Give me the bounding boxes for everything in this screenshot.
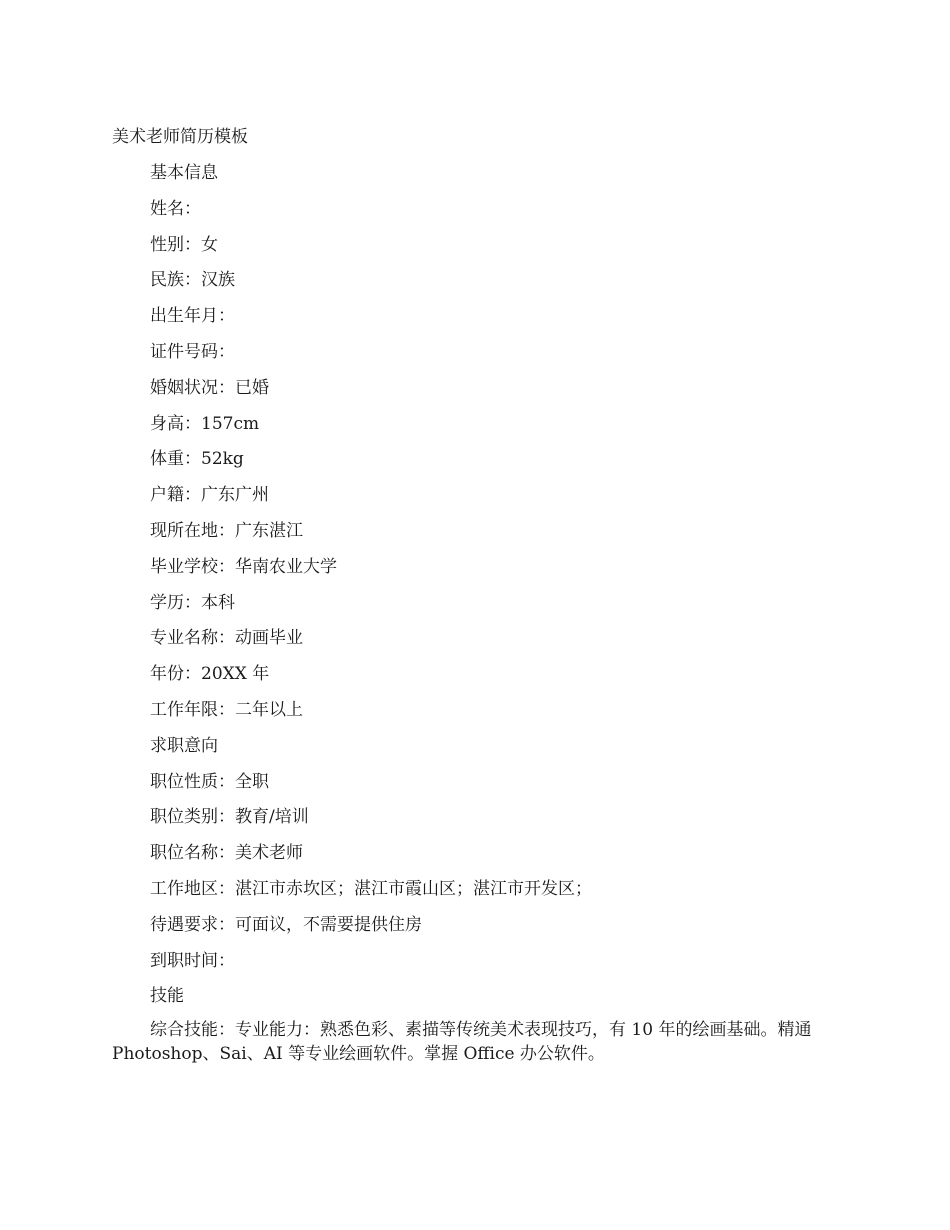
- field-school: 毕业学校：华南农业大学: [150, 556, 337, 577]
- field-year: 年份：20XX 年: [150, 664, 270, 685]
- field-major: 专业名称：动画毕业: [150, 628, 303, 649]
- field-work-years: 工作年限：二年以上: [150, 699, 303, 720]
- section-heading-basic-info: 基本信息: [150, 163, 218, 183]
- section-heading-skills: 技能: [150, 986, 184, 1007]
- field-current-location: 现所在地：广东湛江: [150, 520, 303, 541]
- field-ethnicity: 民族：汉族: [150, 270, 235, 291]
- field-weight: 体重：52kg: [150, 449, 244, 470]
- field-height: 身高：157cm: [150, 413, 260, 434]
- field-start-date: 到职时间：: [150, 950, 235, 971]
- field-job-title: 职位名称：美术老师: [150, 843, 303, 864]
- field-name: 姓名：: [150, 198, 201, 219]
- skills-paragraph: 综合技能：专业能力：熟悉色彩、素描等传统美术表现技巧，有 10 年的绘画基础。精通 Photoshop、Sai、AI 等专业绘画软件。掌握 Office 办公软件。: [112, 1020, 812, 1064]
- field-salary-requirement: 待遇要求：可面议，不需要提供住房: [150, 914, 422, 935]
- resume-lines: [150, 160, 592, 1019]
- field-birth-date: 出生年月：: [150, 306, 235, 327]
- field-marital-status: 婚姻状况：已婚: [150, 377, 269, 398]
- section-heading-job-intention: 求职意向: [150, 735, 218, 756]
- field-education: 学历：本科: [150, 592, 235, 613]
- field-household-registration: 户籍：广东广州: [150, 485, 269, 506]
- field-gender: 性别：女: [150, 234, 218, 255]
- document-title: 美术老师简历模板: [112, 127, 248, 147]
- field-job-nature: 职位性质：全职: [150, 771, 269, 792]
- field-id-number: 证件号码：: [150, 341, 235, 362]
- field-job-category: 职位类别：教育/培训: [150, 807, 309, 828]
- field-work-area: 工作地区：湛江市赤坎区；湛江市霞山区；湛江市开发区；: [150, 878, 592, 899]
